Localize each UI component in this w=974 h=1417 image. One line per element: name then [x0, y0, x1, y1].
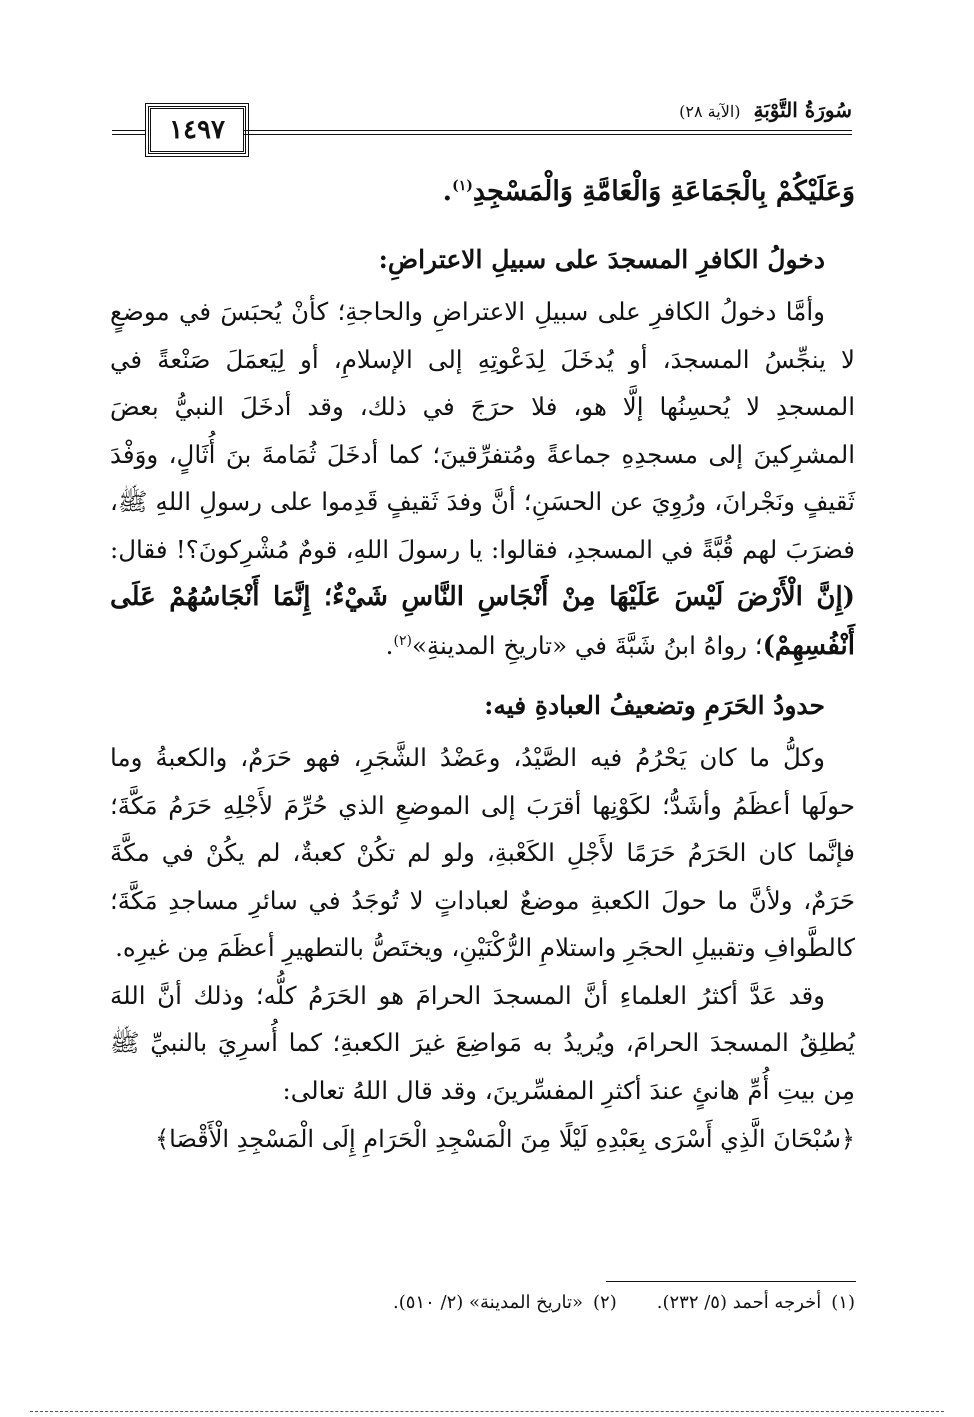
section-heading-1: دخولُ الكافرِ المسجدَ على سبيلِ الاعتراضِ: — [378, 245, 825, 274]
surah-name: سُورَةُ التَّوْبَةِ — [753, 98, 852, 122]
quote-end: . — [442, 176, 453, 207]
paragraph-1 — [110, 288, 855, 670]
footnotes — [110, 1288, 855, 1318]
page-header — [112, 88, 852, 150]
paragraph-1-text: وأمَّا دخولُ الكافرِ على سبيلِ الاعتراضِ والحاجةِ؛ كأنْ يُحبَسَ في موضعٍ لا ينجِّسُ المسجدَ، أو يُدخَلَ لِدَعْوتِهِ إلى الإسلامِ، أو لِيَعمَلَ صَنْعةً في المسجدِ لا يُحسِنُها إلَّا هو، فلا حرَجَ في ذلك، وقد أدخَلَ النبيُّ بعضَ المشرِكينَ إلى مسجدِهِ جماعةً ومُتفرِّقينَ؛ كما أدخَلَ ثُمَامةَ بنَ أُثَالٍ، ووَفْدَ ثَقيفٍ ونَجْرانَ، ورُوِيَ عن الحسَنِ؛ أنَّ وفدَ ثَقيفٍ قَدِموا على رسولِ اللهِ ﷺ، فضرَبَ لهم قُبَّةً في المسجدِ، فقالوا: يا رسولَ اللهِ، قومٌ مُشْرِكونَ؟! فقال: — [110, 297, 855, 564]
section-heading-2: حدودُ الحَرَمِ وتضعيفُ العبادةِ فيه: — [484, 691, 825, 720]
header-rule-left — [112, 130, 146, 135]
quran-verse: ﴿سُبْحَانَ الَّذِي أَسْرَى بِعَبْدِهِ لَيْلًا مِنَ الْمَسْجِدِ الْحَرَامِ إِلَى الْمَسْجِدِ الْأَقْصَا﴾ — [155, 1125, 855, 1153]
footnote-ref-2: (٢) — [393, 632, 412, 649]
bottom-rule — [30, 1411, 944, 1412]
surah-title — [679, 98, 852, 122]
hadith-quote: وَعَلَيْكُمْ بِالْجَمَاعَةِ وَالْعَامَّةِ وَالْمَسْجِدِ — [472, 176, 855, 207]
footnote-1 — [657, 1288, 855, 1318]
footnote-2-number: (٢) — [593, 1292, 617, 1313]
footnote-separator — [606, 1281, 856, 1282]
hadith-quote-2: (إِنَّ الْأَرْضَ لَيْسَ عَلَيْهَا مِنْ أَنْجَاسِ النَّاسِ شَيْءٌ؛ إِنَّمَا أَنْجَاسُهُمْ عَلَى أَنْفُسِهِمْ) — [110, 582, 855, 661]
footnote-2-text: «تاريخ المدينة» (٢/ ٥١٠). — [393, 1292, 583, 1313]
footnote-1-number: (١) — [831, 1292, 855, 1313]
page-number-text: ١٤٩٧ — [169, 115, 225, 145]
footnote-ref-1: (١) — [452, 178, 473, 194]
footnote-2 — [393, 1288, 617, 1318]
paragraph-1-tail: ؛ رواهُ ابنُ شَبَّةَ في «تاريخِ المدينةِ» — [411, 630, 763, 660]
paragraph-2: وكلُّ ما كان يَحْرُمُ فيه الصَّيْدُ، وعَضْدُ الشَّجَرِ، فهو حَرَمٌ، والكعبةُ وما حولَها أعظَمُ وأشَدُّ؛ لكَوْنِها أقرَبَ إلى الموضعِ الذي حُرِّمَ لأَجْلِهِ حَرَمُ مَكَّةَ؛ فإنَّما كان الحَرَمُ حَرَمًا لأَجْلِ الكَعْبةِ، ولو لم تكُنْ كعبةٌ، لم يكُنْ في مكَّةَ حَرَمٌ، ولأنَّ ما حولَ الكعبةِ موضعٌ لعباداتٍ لا تُوجَدُ في سائرِ مساجدِ مَكَّةَ؛ كالطَّوافِ وتقبيلِ الحجَرِ واستلامِ الرُّكْنَيْنِ، ويختَصُّ بالتطهيرِ أعظَمَ مِن غيرِه. — [110, 743, 855, 962]
page-number — [148, 106, 246, 154]
hadith-quote-line — [110, 160, 855, 224]
verse-reference: (الآية ٢٨) — [679, 102, 741, 121]
header-rule-right — [244, 130, 852, 135]
main-text — [110, 160, 855, 1164]
paragraph-3: وقد عَدَّ أكثرُ العلماءِ أنَّ المسجدَ الحرامَ هو الحَرَمُ كلُّه؛ وذلك أنَّ اللهَ يُطلِقُ المسجدَ الحرامَ، ويُريدُ به مَواضِعَ غيرَ الكعبةِ؛ كما أُسرِيَ بالنبيِّ ﷺ مِن بيتِ أُمِّ هانئٍ عندَ أكثرِ المفسِّرينَ، وقد قال اللهُ تعالى: — [110, 980, 855, 1105]
footnote-1-text: أخرجه أحمد (٥/ ٢٣٢). — [656, 1292, 822, 1313]
paragraph-1-end: . — [385, 630, 394, 660]
